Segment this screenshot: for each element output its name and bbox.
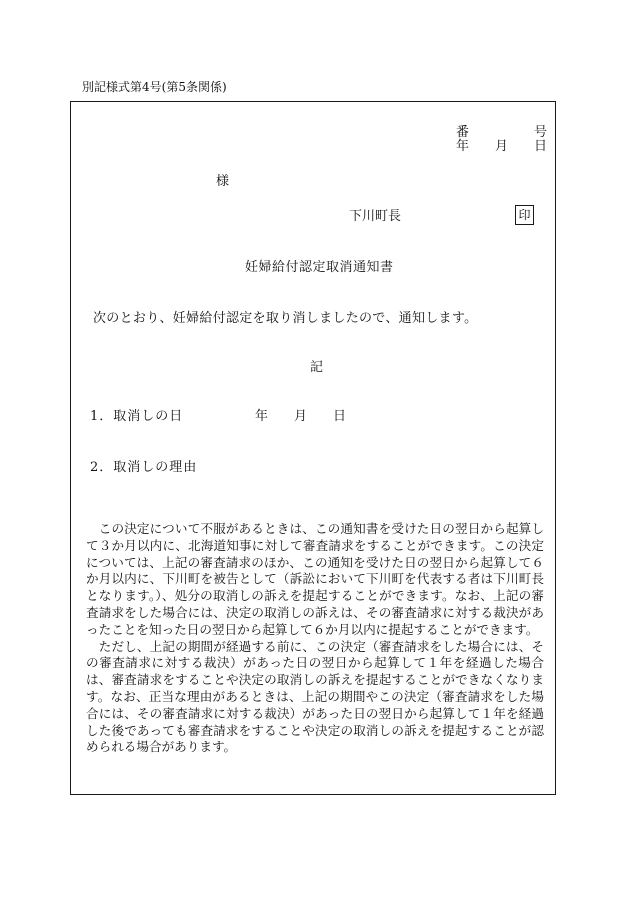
cancellation-date-label: 1．取消しの日 [90, 409, 184, 424]
ki-heading: 記 [310, 360, 324, 375]
form-number-label: 別記様式第4号(第5条関係) [82, 80, 227, 94]
paragraph-indent [86, 639, 99, 654]
cancellation-month-label: 月 [294, 409, 308, 424]
appeal-notice [86, 521, 544, 756]
paragraph-indent [86, 521, 99, 536]
cancellation-reason-label: 2．取消しの理由 [90, 460, 198, 475]
cancellation-year-label: 年 [255, 409, 269, 424]
number-suffix: 号 [534, 125, 548, 140]
addressee-suffix: 様 [216, 174, 230, 189]
date-month-label: 月 [495, 139, 509, 154]
appeal-notice-text: ただし、上記の期間が経過する前に、この決定（審査請求をした場合には、その審査請求に対する裁決）があった日の翌日から起算して１年を経過した場合は、審査請求をすることや決定の取消しの訴えを提起することができなくなります。なお、正当な理由があるときは、上記の期間やこの決定（審査請求をした場合には、その審査請求に対する裁決）があった日の翌日から起算して１年を経過した後であっても審査請求をすることや決定の取消しの訴えを提起することが認められる場合があります。 [86, 638, 545, 755]
date-day-label: 日 [534, 139, 548, 154]
cancellation-day-label: 日 [333, 409, 347, 424]
appeal-notice-paragraph [86, 521, 544, 639]
seal-stamp-icon: 印 [515, 205, 534, 225]
date-year-label: 年 [456, 139, 470, 154]
lead-sentence: 次のとおり、妊婦給付認定を取り消しましたので、通知します。 [93, 311, 478, 326]
document-title: 妊婦給付認定取消通知書 [245, 260, 394, 275]
number-label: 番 [456, 125, 470, 140]
issuer-name: 下川町長 [349, 209, 402, 224]
appeal-notice-text: この決定について不服があるときは、この通知書を受けた日の翌日から起算して３か月以内に、北海道知事に対して審査請求をすることができます。この決定については、上記の審査請求のほか、この通知を受けた日の翌日から起算して６か月以内に、下川町を被告として（訴訟において下川町を代表する者は下川町長となります。）、処分の取消しの訴えを提起することができます。なお、上記の審査請求をした場合には、決定の取消しの訴えは、その審査請求に対する裁決があったことを知った日の翌日から起算して６か月以内に提起することができます。 [86, 521, 544, 637]
appeal-notice-paragraph [86, 639, 544, 757]
